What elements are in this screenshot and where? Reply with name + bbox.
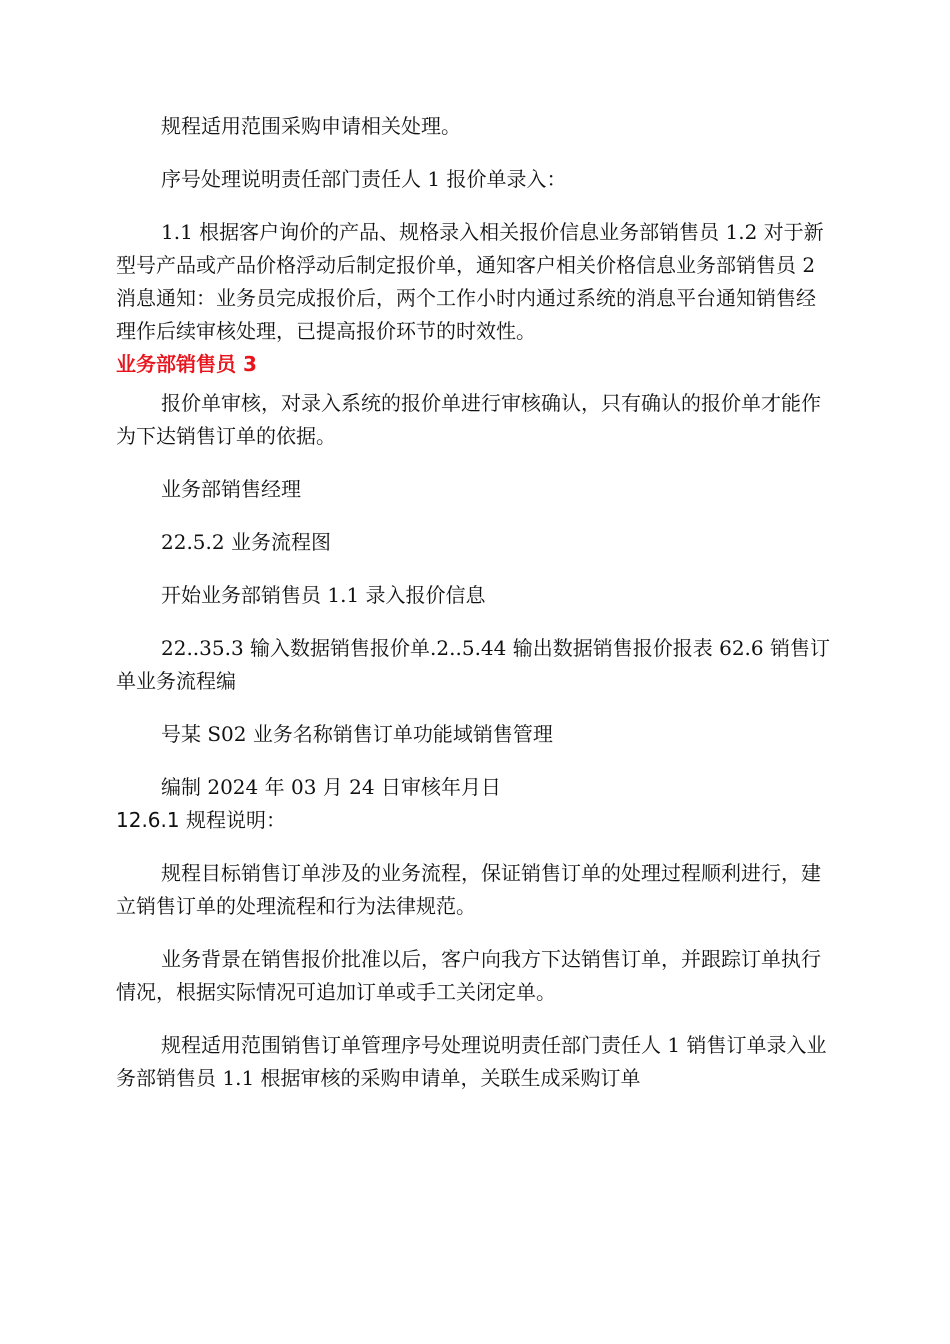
paragraph-flow-io: 22..35.3 输入数据销售报价单.2..5.44 输出数据销售报价报表 62.6 销售订单业务流程编 bbox=[116, 636, 830, 693]
paragraph-flowchart-title: 22.5.2 业务流程图 bbox=[161, 530, 331, 554]
paragraph-business-name: 号某 S02 业务名称销售订单功能域销售管理 bbox=[161, 722, 553, 746]
paragraph-goal: 规程目标销售订单涉及的业务流程，保证销售订单的处理过程顺利进行，建立销售订单的处理流程和行为法律规范。 bbox=[116, 861, 821, 918]
section-heading-red: 业务部销售员 3 bbox=[116, 352, 257, 376]
paragraph-quote-review: 报价单审核，对录入系统的报价单进行审核确认，只有确认的报价单才能作为下达销售订单的依据。 bbox=[116, 391, 821, 448]
paragraph-sales-manager: 业务部销售经理 bbox=[161, 477, 301, 501]
section-title: 规程说明： bbox=[185, 808, 286, 832]
paragraph-scope: 规程适用范围采购申请相关处理。 bbox=[161, 114, 461, 138]
paragraph-quote-entry: 序号处理说明责任部门责任人 1 报价单录入： bbox=[161, 167, 567, 191]
paragraph-background: 业务背景在销售报价批准以后，客户向我方下达销售订单，并跟踪订单执行情况，根据实际情况可追加订单或手工关闭定单。 bbox=[116, 947, 821, 1004]
paragraph-order-scope: 规程适用范围销售订单管理序号处理说明责任部门责任人 1 销售订单录入业务部销售员 1.1 根据审核的采购申请单，关联生成采购订单 bbox=[116, 1033, 827, 1090]
section-heading bbox=[116, 804, 832, 837]
document-body bbox=[116, 110, 832, 1095]
paragraph-quote-details: 1.1 根据客户询价的产品、规格录入相关报价信息业务部销售员 1.2 对于新型号产品或产品价格浮动后制定报价单，通知客户相关价格信息业务部销售员 2 消息通知：业务员完成报价后，两个工作小时内通过系统的消息平台通知销售经理作后续审核处理，已提高报价环节的时效性。 bbox=[116, 220, 824, 343]
section-number: 12.6.1 bbox=[116, 808, 180, 832]
paragraph-date: 编制 2024 年 03 月 24 日审核年月日 bbox=[161, 775, 501, 799]
paragraph-flow-start: 开始业务部销售员 1.1 录入报价信息 bbox=[161, 583, 486, 607]
